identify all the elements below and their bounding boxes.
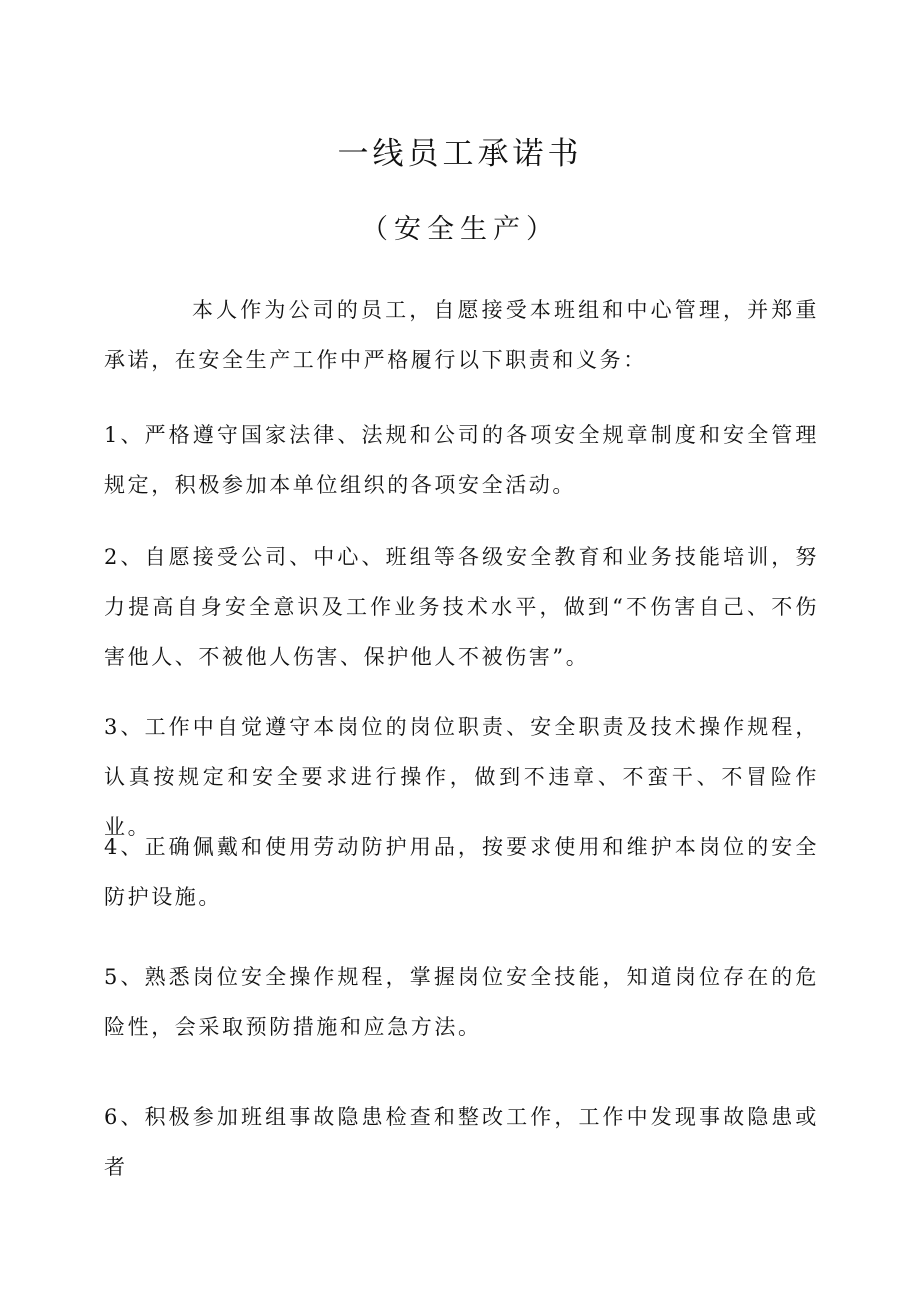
intro-paragraph: 本人作为公司的员工，自愿接受本班组和中心管理，并郑重承诺，在安全生产工作中严格履行以下职责和义务： (104, 298, 819, 372)
commitment-item-1: 1、严格遵守国家法律、法规和公司的各项安全规章制度和安全管理规定，积极参加本单位组织的各项安全活动。 (104, 423, 819, 497)
commitment-item-4: 4、正确佩戴和使用劳动防护用品，按要求使用和维护本岗位的安全防护设施。 (104, 835, 819, 909)
commitment-item-3: 3、工作中自觉遵守本岗位的岗位职责、安全职责及技术操作规程，认真按规定和安全要求进行操作，做到不违章、不蛮干、不冒险作业。 (104, 715, 819, 839)
document-subtitle: （安全生产） (361, 214, 559, 245)
document-title: 一线员工承诺书 (337, 136, 583, 172)
commitment-item-2: 2、自愿接受公司、中心、班组等各级安全教育和业务技能培训，努力提高自身安全意识及工作业务技术水平，做到“不伤害自己、不伤害他人、不被他人伤害、保护他人不被伤害”。 (104, 545, 819, 669)
commitment-item-6: 6、积极参加班组事故隐患检查和整改工作，工作中发现事故隐患或者 (104, 1105, 819, 1179)
commitment-item-5: 5、熟悉岗位安全操作规程，掌握岗位安全技能，知道岗位存在的危险性，会采取预防措施和应急方法。 (104, 965, 819, 1039)
